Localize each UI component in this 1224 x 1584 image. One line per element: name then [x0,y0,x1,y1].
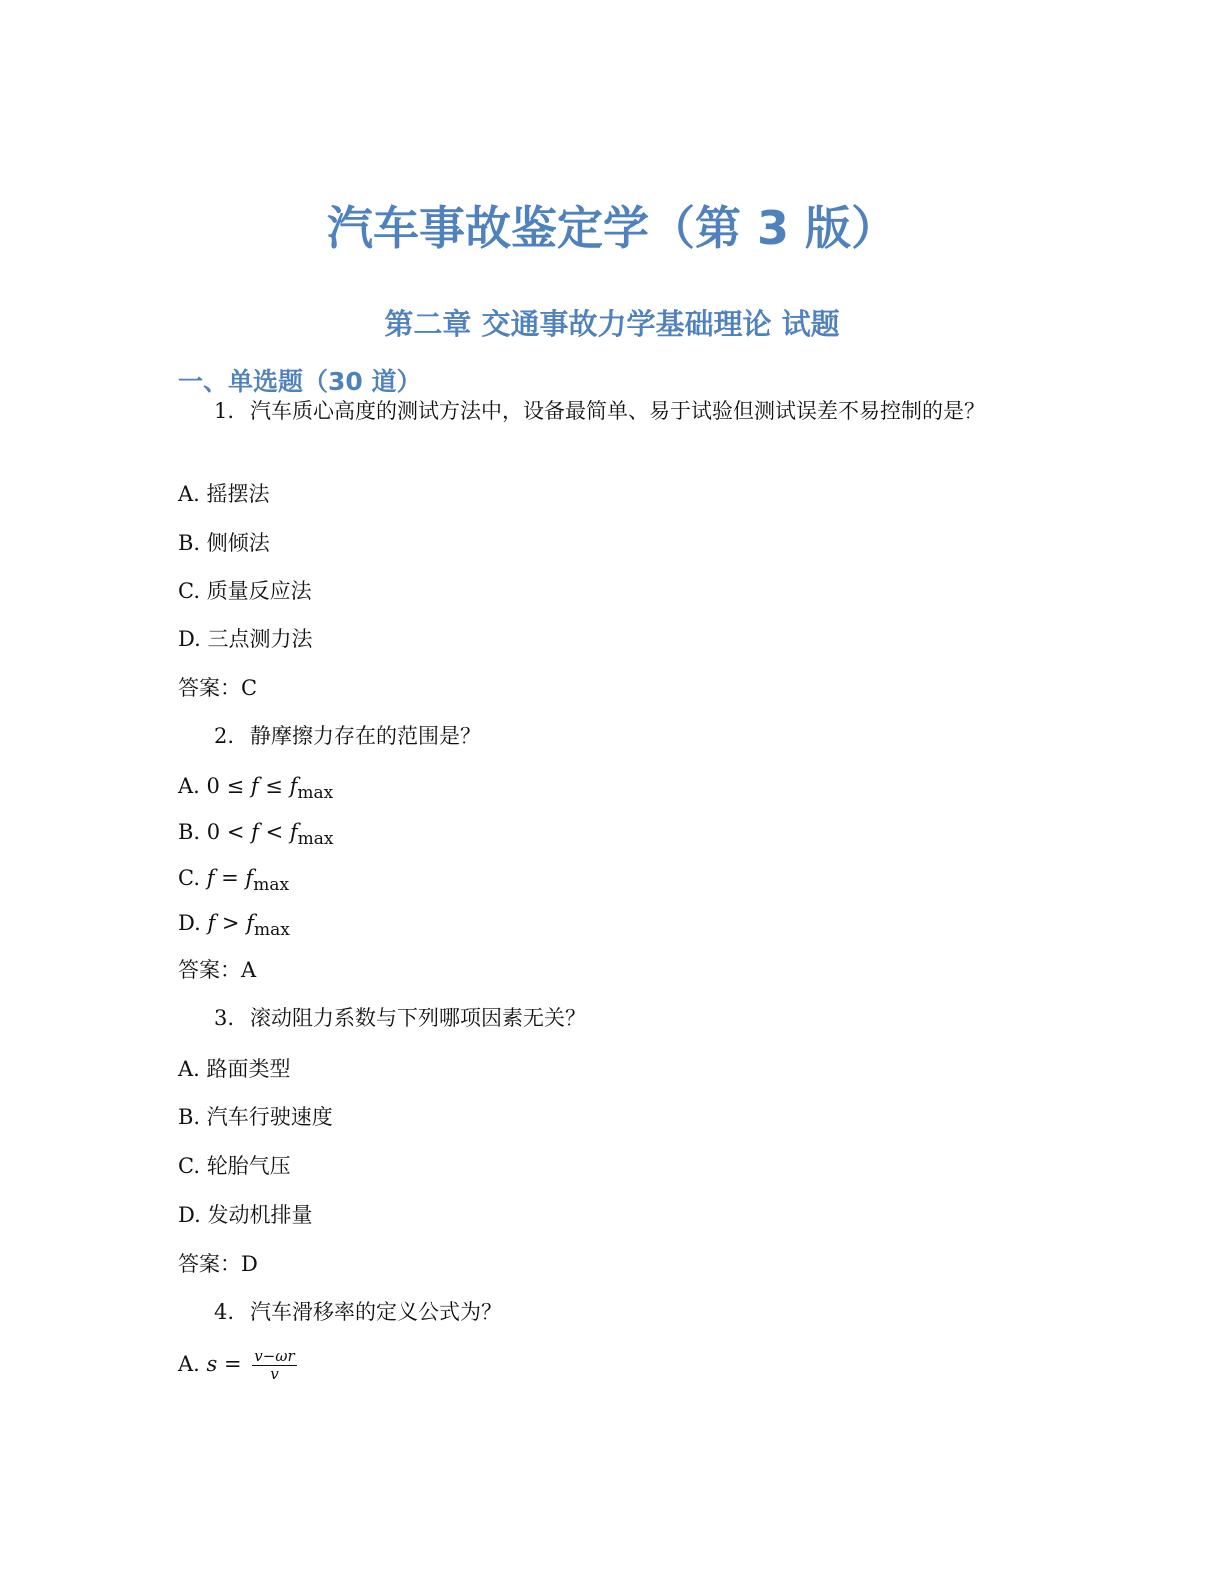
option-d: D. 三点测力法 [178,627,313,651]
question-number: 3. [214,1006,235,1030]
document-title: 汽车事故鉴定学（第 3 版） [326,201,898,255]
question-stem: 滚动阻力系数与下列哪项因素无关？ [250,1006,586,1030]
chapter-heading: 第二章 交通事故力学基础理论 试题 [384,307,840,341]
fraction-denominator: v [270,1365,279,1383]
question-stem: 静摩擦力存在的范围是？ [250,724,481,748]
option-a: A. s = $\frac{v-\omega r}{v}$ [178,1347,295,1383]
answer-value: A [241,958,257,982]
option-d: D. 发动机排量 [178,1203,313,1227]
option-d: D. $f > f_{max}$ [178,911,290,940]
answer-line: 答案：C [178,676,258,700]
option-a: A. $0 \le f \le f_{max}$ [178,774,334,803]
option-c: C. 轮胎气压 [178,1154,291,1178]
question-number: 4. [214,1300,235,1324]
question-stem: 汽车滑移率的定义公式为？ [250,1300,502,1324]
question-number: 1. [214,399,235,423]
section-heading: 一、单选题（30 道） [178,367,422,396]
question-2 [214,721,481,752]
option-b: B. 侧倾法 [178,531,270,555]
option-c: C. $f = f_{max}$ [178,866,290,895]
option-b: B. $0 < f < f_{max}$ [178,820,334,849]
question-3 [214,1003,586,1034]
question-4 [214,1297,502,1328]
question-1 [214,396,985,427]
answer-line: 答案：A [178,958,257,982]
answer-value: C [241,676,258,700]
fraction-numerator: v−ωr [254,1347,295,1365]
fraction [252,1348,296,1383]
answer-value: D [241,1252,258,1276]
option-a: A. 摇摆法 [178,482,270,506]
option-c: C. 质量反应法 [178,579,312,603]
question-stem: 汽车质心高度的测试方法中，设备最简单、易于试验但测试误差不易控制的是？ [250,399,985,423]
option-b: B. 汽车行驶速度 [178,1105,333,1129]
answer-line: 答案：D [178,1252,258,1276]
question-number: 2. [214,724,235,748]
option-a: A. 路面类型 [178,1057,291,1081]
